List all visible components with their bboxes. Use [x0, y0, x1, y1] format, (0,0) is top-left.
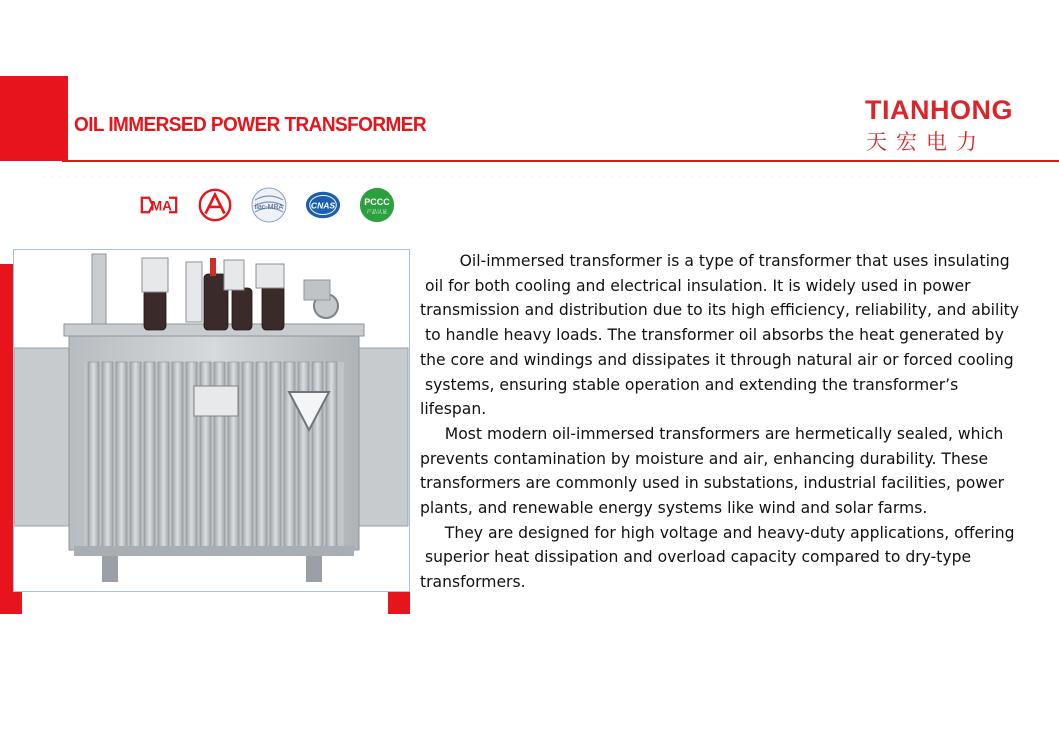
cal-mark-icon	[196, 186, 234, 224]
pccc-subtext: 产品认证	[366, 209, 388, 216]
cnas-text: CNAS	[310, 200, 336, 211]
cma-mark-icon	[140, 186, 178, 224]
description-paragraph-3: They are designed for high voltage and heavy-duty applications, offering superior heat dissipation and overload capacity compared to dry-type transformers.	[420, 523, 1015, 592]
brand-logo-en: TIANHONG	[865, 95, 1013, 125]
header-divider	[62, 160, 1059, 162]
pccc-text: PCCC	[364, 197, 390, 207]
cnas-icon	[304, 186, 342, 224]
description-paragraph-2: Most modern oil-immersed transformers are hermetically sealed, which prevents contamination by moisture and air, enhancing durability. These transformers are commonly used in substations, industrial facilities, power plants, and renewable energy systems like wind and solar farms.	[420, 424, 1005, 518]
ilac-mra-icon	[250, 186, 288, 224]
description-paragraph-1: Oil-immersed transformer is a type of transformer that uses insulating oil for both cooling and electrical insulation. It is widely used in power transmission and distribution due to its high efficiency, reliability, and ability to handle heavy loads. The transformer oil absorbs the heat generated by the core and windings and dissipates it through natural air or forced cooling systems, ensuring stable operation and extending the transformer’s lifespan.	[420, 252, 1020, 419]
product-image-frame	[13, 249, 410, 592]
pccc-icon	[358, 186, 396, 224]
product-description	[420, 249, 1038, 595]
ilac-text: ilac-MRA	[254, 204, 284, 211]
cma-text: MA	[150, 198, 172, 214]
brand-logo-cn: 天宏电力	[866, 130, 986, 154]
certification-logos	[140, 186, 400, 226]
header-red-tab	[0, 76, 68, 161]
decorative-dots	[40, 175, 1040, 179]
page-title: OIL IMMERSED POWER TRANSFORMER	[74, 114, 427, 136]
oil-immersed-transformer-image	[14, 250, 409, 591]
